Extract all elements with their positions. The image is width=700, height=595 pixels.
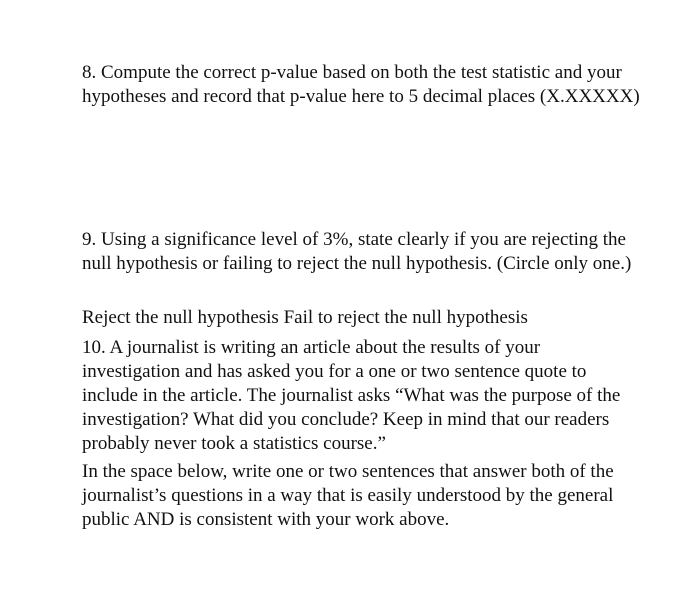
question-8-text: 8. Compute the correct p-value based on both the test statistic and your hypotheses and record that p-value here to 5 decimal places (X.XXXXX): [82, 62, 640, 107]
question-10-instructions: In the space below, write one or two sentences that answer both of the journalist’s questions in a way that is easily understood by the general public AND is consistent with your work above.: [82, 461, 614, 530]
question-10-text: 10. A journalist is writing an article about the results of your investigation and has asked you for a one or two sentence quote to include in the article. The journalist asks “What was the purpose of the investigation? What did you conclude? Keep in mind that our readers probably never took a statistics course.”: [82, 337, 621, 454]
question-9-text: 9. Using a significance level of 3%, state clearly if you are rejecting the null hypothesis or failing to reject the null hypothesis. (Circle only one.): [82, 229, 632, 274]
question-9-choices: Reject the null hypothesis Fail to reject the null hypothesis: [82, 307, 528, 328]
